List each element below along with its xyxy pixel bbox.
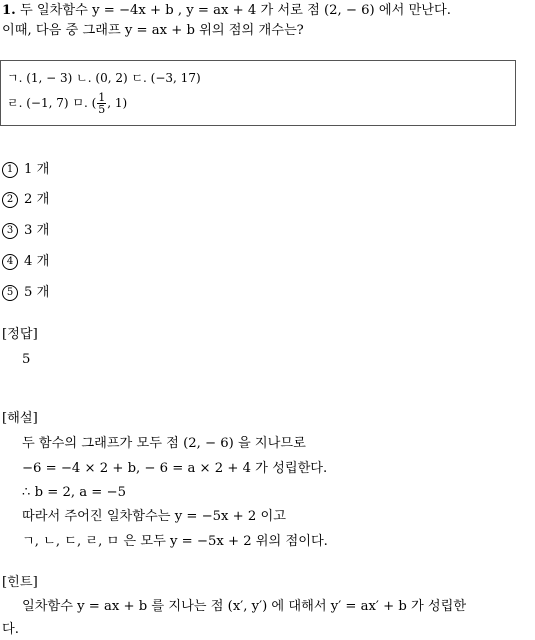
hint-line-1: 일차함수 y = ax + b 를 지나는 점 (x′, y′) 에 대해서 y′ = ax′ + b 가 성립한 <box>22 599 467 614</box>
option-number-circle: 5 <box>2 285 18 301</box>
option-label: 2 개 <box>24 192 50 207</box>
choices-box <box>0 60 516 126</box>
option-number-circle: 4 <box>2 254 18 270</box>
hint-line-2: 다. <box>2 622 19 637</box>
fraction-denominator: 5 <box>98 103 106 116</box>
option-3[interactable] <box>2 222 49 240</box>
choices-row-1: ㄱ. (1, − 3) ㄴ. (0, 2) ㄷ. (−3, 17) <box>7 71 201 85</box>
solution-line-1: 두 함수의 그래프가 모두 점 (2, − 6) 을 지나므로 <box>22 436 306 451</box>
option-1[interactable] <box>2 161 49 179</box>
question-text-1: 두 일차함수 y = −4x + b , y = ax + 4 가 서로 점 (2, − 6) 에서 만난다. <box>19 3 451 18</box>
answer-value: 5 <box>22 352 31 367</box>
solution-line-4: 따라서 주어진 일차함수는 y = −5x + 2 이고 <box>22 509 286 524</box>
fraction-numerator: 1 <box>98 91 106 104</box>
solution-line-2: −6 = −4 × 2 + b, − 6 = a × 2 + 4 가 성립한다. <box>22 461 328 476</box>
option-label: 4 개 <box>24 254 50 269</box>
option-5[interactable] <box>2 284 49 302</box>
option-number-circle: 3 <box>2 223 18 239</box>
question-number: 1. <box>2 3 16 18</box>
option-2[interactable] <box>2 191 49 209</box>
solution-line-5: ㄱ, ㄴ, ㄷ, ㄹ, ㅁ 은 모두 y = −5x + 2 위의 점이다. <box>22 534 328 549</box>
choices-row-2-suffix: , 1) <box>107 96 128 110</box>
choices-row-2-prefix: ㄹ. (−1, 7) ㅁ. ( <box>7 96 97 110</box>
choices-row-2 <box>7 92 127 115</box>
question-line-1 <box>2 2 451 20</box>
option-label: 5 개 <box>24 285 50 300</box>
option-4[interactable] <box>2 253 49 271</box>
fraction <box>97 92 106 115</box>
question-line-2: 이때, 다음 중 그래프 y = ax + b 위의 점의 개수는? <box>2 23 304 38</box>
solution-header: [해설] <box>2 411 38 426</box>
option-label: 3 개 <box>24 223 50 238</box>
solution-line-3: ∴ b = 2, a = −5 <box>22 485 126 500</box>
option-label: 1 개 <box>24 162 50 177</box>
answer-header: [정답] <box>2 327 38 342</box>
option-number-circle: 1 <box>2 162 18 178</box>
hint-header: [힌트] <box>2 575 38 590</box>
option-number-circle: 2 <box>2 192 18 208</box>
